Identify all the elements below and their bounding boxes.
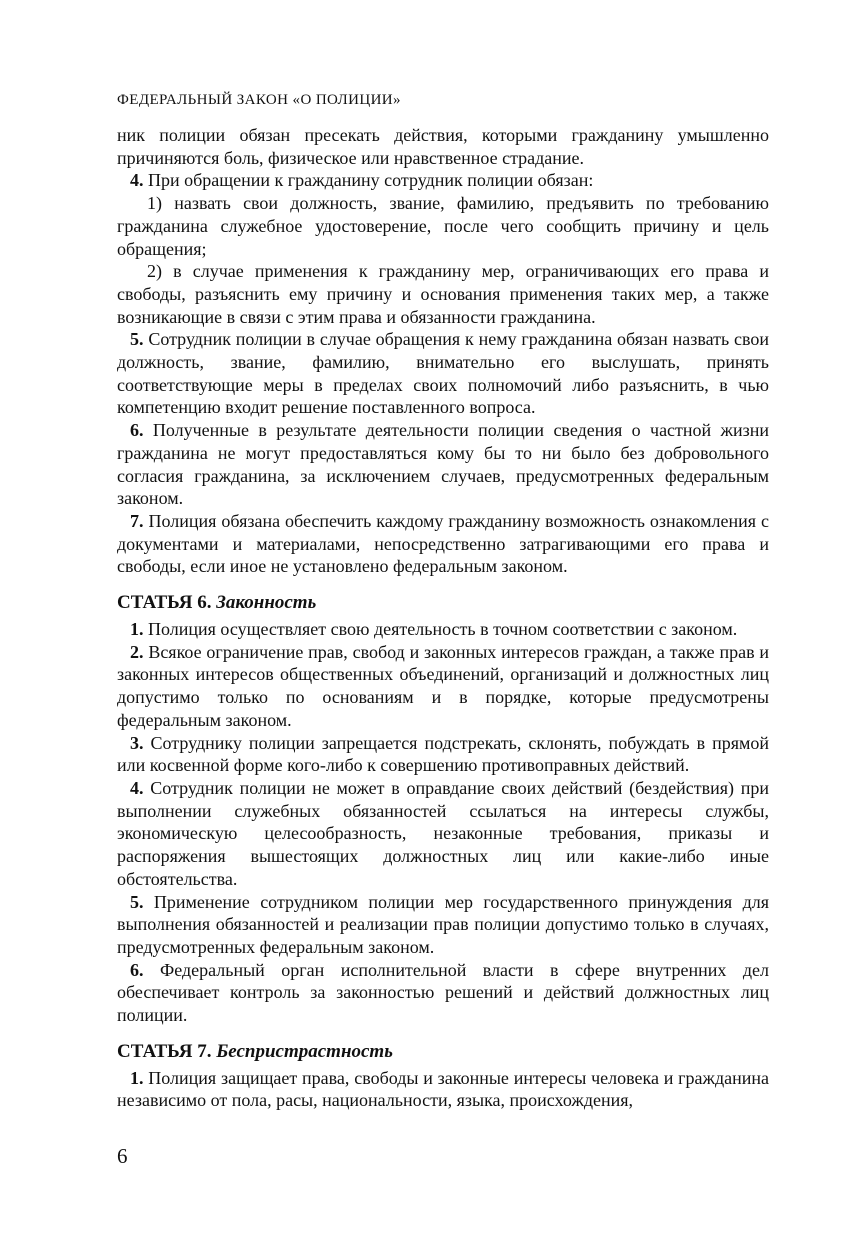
- paragraph-number: 6.: [130, 420, 144, 441]
- paragraph-text: 2) в случае применения к гражданину мер, ограничивающих его права и свободы, разъяснить ему причину и основания применения таких мер, а также возникающие в связи с этим права и обязанности гражданина.: [117, 261, 769, 327]
- page-number: 6: [117, 1144, 128, 1168]
- paragraph-number: 2.: [130, 641, 144, 662]
- running-header: ФЕДЕРАЛЬНЫЙ ЗАКОН «О ПОЛИЦИИ»: [117, 92, 401, 108]
- paragraph-text: Сотрудник полиции не может в оправдание своих действий (бездействия) при выполнении служебных обязанностей ссылаться на интересы службы, экономическую целесообразность, незаконные требования, приказы и распоряжения вышестоящих должностных лиц или какие-либо иные обстоятельства.: [117, 777, 770, 889]
- paragraph-text: Полиция защищает права, свободы и законные интересы человека и гражданина независимо от пола, расы, национальности, языка, происхождения,: [117, 1067, 770, 1111]
- paragraph: [117, 959, 769, 1027]
- paragraph: [117, 419, 769, 510]
- paragraph-number: 1.: [130, 619, 144, 640]
- article7-label: СТАТЬЯ 7.: [117, 1040, 212, 1062]
- article6-title: Законность: [216, 592, 317, 614]
- article5-items: [117, 169, 769, 578]
- paragraph: [117, 777, 769, 891]
- paragraph-text: При обращении к гражданину сотрудник полиции обязан:: [148, 170, 594, 191]
- continuation-paragraph: ник полиции обязан пресекать действия, которыми гражданину умышленно причиняются боль, физическое или нравственное страдание.: [117, 125, 769, 168]
- article6-items: [117, 618, 769, 1027]
- paragraph: [117, 328, 769, 419]
- page-body: [117, 124, 769, 1112]
- paragraph: [117, 1067, 769, 1112]
- article7-items: [117, 1067, 769, 1112]
- paragraph-number: 1.: [130, 1067, 144, 1088]
- paragraph: [117, 891, 769, 959]
- paragraph-text: Применение сотрудником полиции мер государственного принуждения для выполнения обязанностей и реализации прав полиции допустимо только в случаях, предусмотренных федеральным законом.: [117, 891, 770, 957]
- paragraph-number: 5.: [130, 891, 144, 912]
- paragraph-number: 3.: [130, 732, 144, 753]
- article6-label: СТАТЬЯ 6.: [117, 592, 212, 614]
- paragraph-text: Полиция обязана обеспечить каждому гражданину возможность ознакомления с документами и материалами, непосредственно затрагивающими его права и свободы, если иное не установлено федеральным законом.: [117, 510, 769, 577]
- article7-title: Беспристрастность: [216, 1040, 393, 1062]
- paragraph: [117, 641, 769, 732]
- paragraph-text: Полученные в результате деятельности полиции сведения о частной жизни гражданина не могут предоставляться кому бы то ни было без добровольного согласия гражданина, за исключением случаев, предусмотренных федеральным законом.: [117, 420, 769, 509]
- paragraph-text: Полиция осуществляет свою деятельность в точном соответствии с законом.: [148, 619, 738, 640]
- paragraph-text: 1) назвать свои должность, звание, фамилию, предъявить по требованию гражданина служебное удостоверение, после чего сообщить причину и цель обращения;: [117, 193, 769, 259]
- paragraph-number: 4.: [130, 777, 144, 798]
- paragraph-number: 7.: [130, 510, 144, 531]
- paragraph-number: 6.: [130, 959, 144, 980]
- paragraph: [117, 169, 769, 192]
- paragraph-text: Сотрудник полиции в случае обращения к нему гражданина обязан назвать свои должность, звание, фамилию, внимательно его выслушать, принять соответствующие меры в пределах своих полномочий либо разъяснить, в чью компетенцию входит решение поставленного вопроса.: [117, 329, 770, 418]
- paragraph-number: 5.: [130, 329, 144, 350]
- paragraph: [117, 732, 769, 777]
- paragraph: [117, 510, 769, 578]
- paragraph-text: Всякое ограничение прав, свобод и законных интересов граждан, а также прав и законных интересов общественных объединений, организаций и должностных лиц допустимо только по основаниям и в порядке, которые предусмотрены федеральным законом.: [117, 641, 770, 730]
- article6-heading: [117, 591, 769, 615]
- paragraph-text: Федеральный орган исполнительной власти в сфере внутренних дел обеспечивает контроль за законностью решений и действий должностных лиц полиции.: [117, 959, 770, 1026]
- article7-heading: [117, 1040, 769, 1064]
- paragraph: [117, 260, 769, 328]
- paragraph: [117, 618, 769, 641]
- paragraph-text: Сотруднику полиции запрещается подстрекать, склонять, побуждать в прямой или косвенной форме кого-либо к совершению противоправных действий.: [117, 732, 770, 776]
- paragraph: [117, 192, 769, 260]
- paragraph-number: 4.: [130, 170, 144, 191]
